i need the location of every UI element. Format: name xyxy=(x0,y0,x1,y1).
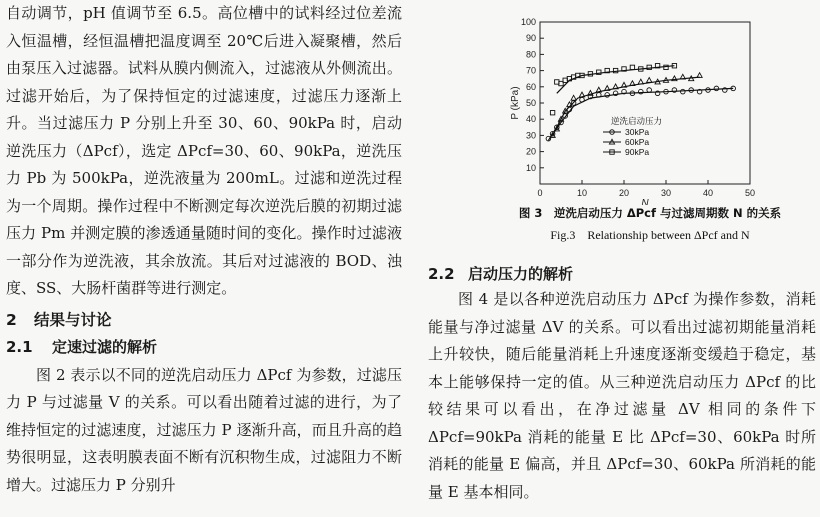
y-tick-label: 100 xyxy=(520,17,536,27)
y-tick-label: 40 xyxy=(525,114,536,125)
paragraph-2-1: 图 2 表示以不同的逆洗启动压力 ΔPcf 为参数，过滤压力 P 与过滤量 V 的关系。可以看出随着过滤的进行，为了维持恒定的过滤速度，过滤压力 P 逐渐升高，而且升高的趋势很明显，这表明膜表面不断有沉积物生成，过滤阻力不断增大。过滤压力 P 分别升 xyxy=(6,365,402,494)
section-heading xyxy=(6,307,402,335)
chart-ticks xyxy=(521,17,755,198)
subsection-2-2-title: 启动压力的解析 xyxy=(468,265,574,283)
subsection-2-2-number: 2.2 xyxy=(428,265,455,283)
data-point-30kPa xyxy=(580,97,585,102)
data-point-90kPa xyxy=(555,80,559,84)
data-point-90kPa xyxy=(563,78,567,82)
y-tick-label: 90 xyxy=(525,33,536,44)
data-point-90kPa xyxy=(559,81,563,85)
figure-3-chart xyxy=(488,0,818,205)
legend-label-90kPa: 90kPa xyxy=(625,147,650,158)
x-tick-label: 0 xyxy=(537,188,543,198)
y-tick-label: 70 xyxy=(525,65,536,76)
x-tick-label: 20 xyxy=(618,188,630,198)
data-point-90kPa xyxy=(630,65,634,69)
data-point-90kPa xyxy=(550,111,554,115)
y-tick-label: 80 xyxy=(525,49,536,60)
data-point-30kPa xyxy=(639,89,644,94)
chart-axes xyxy=(510,22,750,205)
subsection-2-1-number: 2.1 xyxy=(6,338,33,356)
y-tick-label: 20 xyxy=(525,146,536,157)
data-point-30kPa xyxy=(714,86,719,91)
legend-label-60kPa: 60kPa xyxy=(625,137,650,148)
paragraph-2-2: 图 4 是以各种逆洗启动压力 ΔPcf 为操作参数，消耗能量与净过滤量 ΔV 的关系。可以看出过滤初期能量消耗上升较快，随后能量消耗上升速度逐渐变缓趋于稳定，基本上能够保持一定的值。从三种逆洗启动压力 ΔPcf 的比较结果可以看出，在净过滤量 ΔV 相同的条件下 ΔPcf=90kPa 消耗的能量 E 比 ΔPcf=30、60kPa 时所消耗的能量 E 偏高，并且 ΔPcf=30、60kPa 所消耗的能量 E 基本相同。 xyxy=(428,290,816,501)
data-point-30kPa xyxy=(681,89,686,94)
x-tick-label: 10 xyxy=(576,188,588,198)
data-point-60kPa xyxy=(638,79,643,84)
legend-title: 逆洗启动压力 xyxy=(611,116,663,127)
data-point-30kPa xyxy=(647,88,652,93)
y-axis-label: P (kPa) xyxy=(510,86,521,120)
x-tick-label: 50 xyxy=(744,188,756,198)
y-tick-label: 50 xyxy=(525,98,536,108)
y-tick-label: 10 xyxy=(525,162,536,173)
y-tick-label: 60 xyxy=(525,81,536,92)
subsection-2-2-heading xyxy=(428,263,573,284)
section-number: 2 xyxy=(6,310,17,329)
subsection-2-1-title: 定速过滤的解析 xyxy=(52,338,158,356)
section-title: 结果与讨论 xyxy=(34,310,112,329)
figure-caption-cn: 图 3 逆洗启动压力 ΔPcf 与过滤周期数 N 的关系 xyxy=(518,206,782,220)
data-point-60kPa xyxy=(697,73,702,78)
subsection-2-1-heading xyxy=(6,334,402,362)
x-tick-label: 30 xyxy=(660,188,672,198)
chart-legend xyxy=(603,116,662,157)
paragraph-continued: 自动调节，pH 值调节至 6.5。高位槽中的试料经过位差流入恒温槽，经恒温槽把温度调至 20℃后进入凝聚槽，然后由泵压入过滤器。试料从膜内侧流入，过滤液从外侧流出。过滤开始后，为了保持恒定的过滤速度，过滤压力逐渐上升。当过滤压力 P 分别上升至 30、60、90kPa 时，启动逆洗压力（ΔPcf），选定 ΔPcf=30、60、90kPa，逆洗压力 Pb 为 500kPa，逆洗液量为 200mL。过滤和逆洗过程为一个周期。操作过程中不断测定每次逆洗后膜的初期过滤压力 Pm 并测定膜的渗透通量随时间的变化。操作时过滤液一部分作为逆洗液，其余放流。其后对过滤液的 BOD、浊度、SS、大肠杆菌群等进行测定。 xyxy=(6,4,402,297)
data-point-60kPa xyxy=(579,92,584,97)
figure-caption-en: Fig.3 Relationship between ΔPcf and N xyxy=(550,228,750,242)
right-text xyxy=(428,286,816,506)
legend-label-30kPa: 30kPa xyxy=(625,127,650,138)
data-point-60kPa xyxy=(647,78,652,83)
left-column xyxy=(6,0,402,499)
data-point-60kPa xyxy=(571,95,576,100)
x-tick-label: 40 xyxy=(702,188,714,198)
x-axis-label: N xyxy=(641,198,649,205)
y-tick-label: 30 xyxy=(525,130,536,141)
